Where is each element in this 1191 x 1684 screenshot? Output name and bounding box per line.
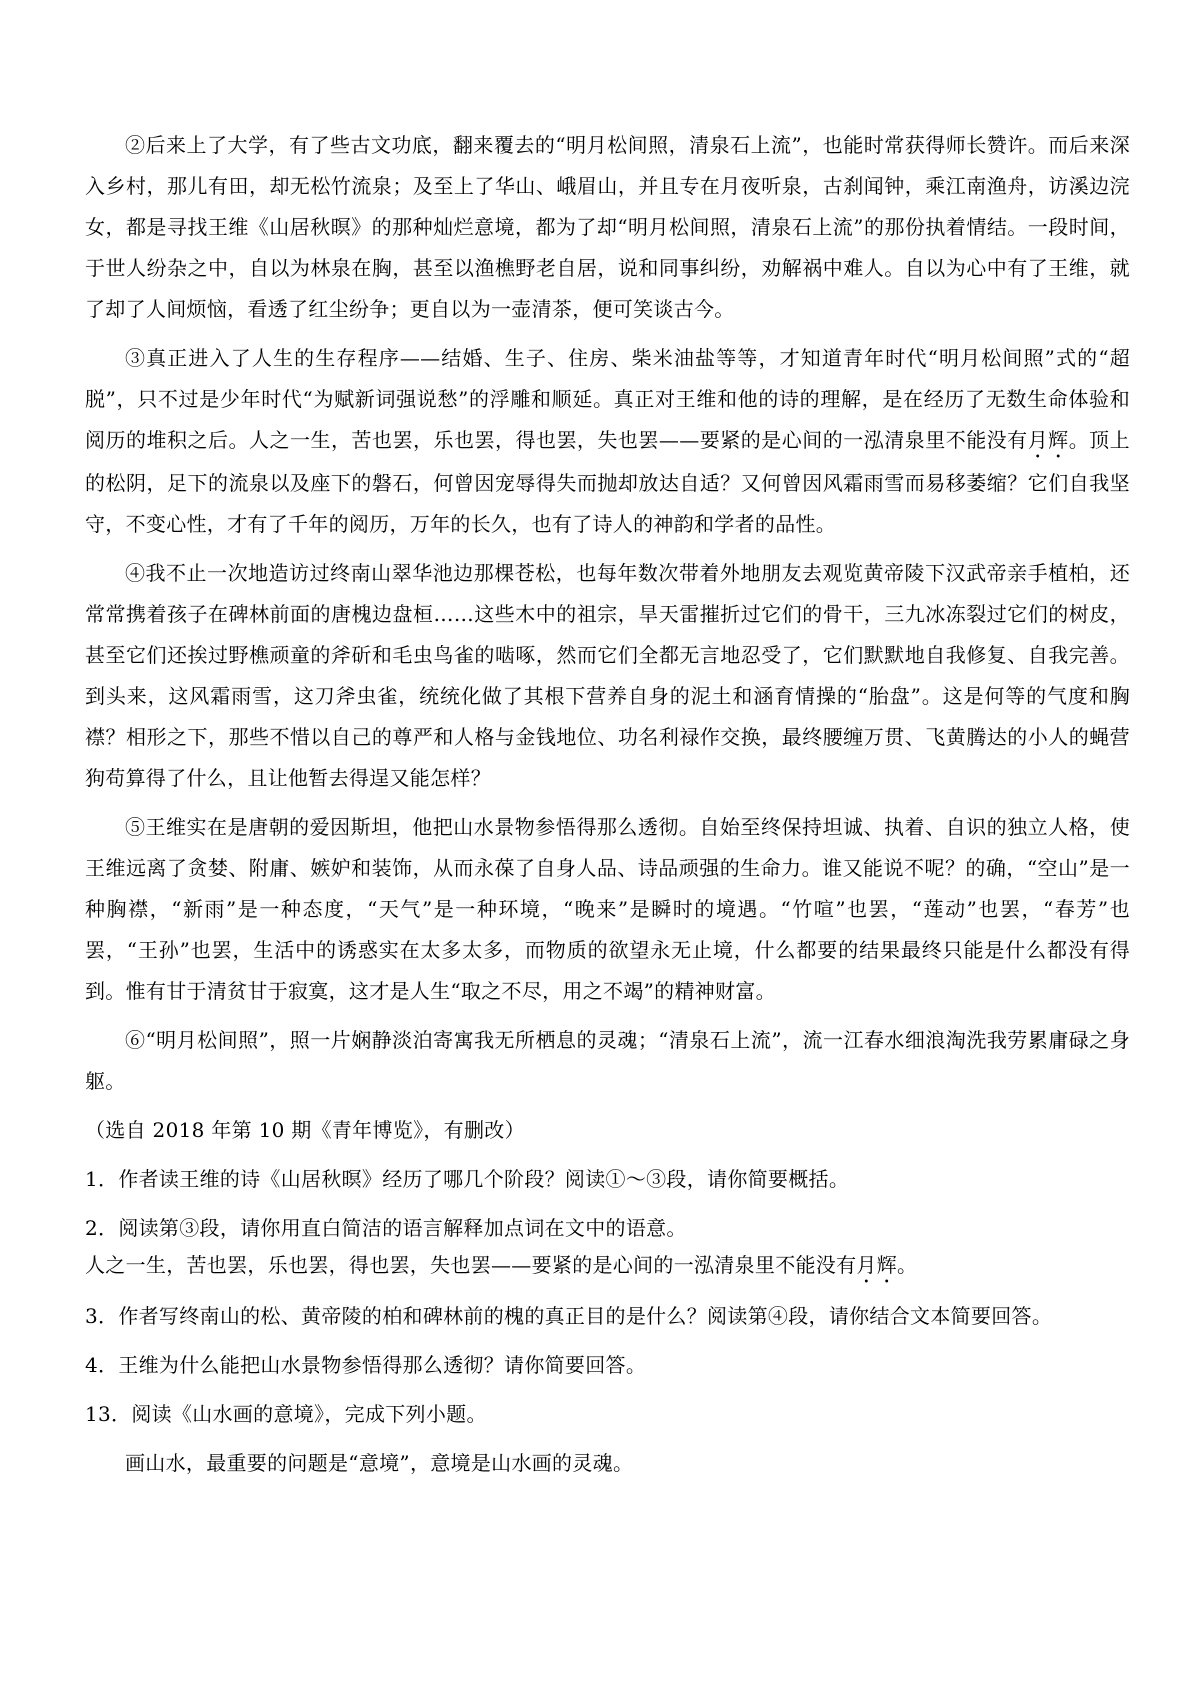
paragraph-2: ②后来上了大学，有了些古文功底，翻来覆去的“明月松间照，清泉石上流”，也能时常获得师长赞许。而后来深入乡村，那儿有田，却无松竹流泉；及至上了华山、峨眉山，并且专在月夜听泉，古刹闻钟，乘江南渔舟，访溪边浣女，都是寻找王维《山居秋暝》的那种灿烂意境，都为了却“明月松间照，清泉石上流”的那份执着情结。一段时间，于世人纷杂之中，自以为林泉在胸，甚至以渔樵野老自居，说和同事纠纷，劝解祸中难人。自以为心中有了王维，就了却了人间烦恼，看透了红尘纷争；更自以为一壶清茶，便可笑谈古今。 <box>85 133 1130 321</box>
emphasized-word: 月辉 <box>1027 428 1069 452</box>
question-1: 1．作者读王维的诗《山居秋暝》经历了哪几个阶段？阅读①～③段，请你简要概括。 <box>85 1167 850 1191</box>
question-2-quote-after: 。 <box>897 1253 918 1277</box>
question-2-quote <box>85 1245 1130 1288</box>
passage-first-line: 画山水，最重要的问题是“意境”，意境是山水画的灵魂。 <box>125 1451 634 1475</box>
question-2: 2．阅读第③段，请你用直白简洁的语言解释加点词在文中的语意。 <box>85 1216 687 1240</box>
document-page <box>85 125 1130 1492</box>
question-2-quote-before: 人之一生，苦也罢，乐也罢，得也罢，失也罢——要紧的是心间的一泓清泉里不能没有 <box>85 1253 857 1277</box>
paragraph-6: ⑥“明月松间照”，照一片娴静淡泊寄寓我无所栖息的灵魂；“清泉石上流”，流一江春水细浪淘洗我劳累庸碌之身躯。 <box>85 1028 1130 1093</box>
source-note: （选自 2018 年第 10 期《青年博览》，有删改） <box>85 1118 525 1142</box>
question-4: 4．王维为什么能把山水景物参悟得那么透彻？请你简要回答。 <box>85 1353 647 1377</box>
paragraph-4: ④我不止一次地造访过终南山翠华池边那棵苍松，也每年数次带着外地朋友去观览黄帝陵下汉武帝亲手植柏，还常常携着孩子在碑林前面的唐槐边盘桓……这些木中的祖宗，旱天雷摧折过它们的骨干，三九冰冻裂过它们的树皮，甚至它们还挨过野樵顽童的斧斫和毛虫鸟雀的啮啄，然而它们全都无言地忍受了，它们默默地自我修复、自我完善。到头来，这风霜雨雪，这刀斧虫雀，统统化做了其根下营养自身的泥土和涵育情操的“胎盘”。这是何等的气度和胸襟？相形之下，那些不惜以自己的尊严和人格与金钱地位、功名利禄作交换，最终腰缠万贯、飞黄腾达的小人的蝇营狗苟算得了什么，且让他暂去得逞又能怎样？ <box>85 561 1130 790</box>
question-3: 3．作者写终南山的松、黄帝陵的柏和碑林前的槐的真正目的是什么？阅读第④段，请你结合文本简要回答。 <box>85 1304 1053 1328</box>
paragraph-3-text-after: 。顶上的松阴，足下的流泉以及座下的磐石，何曾因宠辱得失而抛却放达自适？又何曾因风霜雨雪而易移萎缩？它们自我坚守，不变心性，才有了千年的阅历，万年的长久，也有了诗人的神韵和学者的品性。 <box>85 428 1130 536</box>
paragraph-3 <box>85 338 1130 545</box>
question-2-emphasized-word: 月辉 <box>856 1253 898 1277</box>
paragraph-5: ⑤王维实在是唐朝的爱因斯坦，他把山水景物参悟得那么透彻。自始至终保持坦诚、执着、自识的独立人格，使王维远离了贪婪、附庸、嫉妒和装饰，从而永葆了自身人品、诗品顽强的生命力。谁又能说不呢？的确，“空山”是一种胸襟，“新雨”是一种态度，“天气”是一种环境，“晚来”是瞬时的境遇。“竹喧”也罢，“莲动”也罢，“春芳”也罢，“王孙”也罢，生活中的诱惑实在太多太多，而物质的欲望永无止境，什么都要的结果最终只能是什么都没有得到。惟有甘于清贫甘于寂寞，这才是人生“取之不尽，用之不竭”的精神财富。 <box>85 815 1130 1003</box>
question-13-title: 13．阅读《山水画的意境》，完成下列小题。 <box>85 1402 487 1426</box>
paragraph-3-text-before: ③真正进入了人生的生存程序——结婚、生子、住房、柴米油盐等等，才知道青年时代“明月松间照”式的“超脱”，只不过是少年时代“为赋新词强说愁”的浮雕和顺延。真正对王维和他的诗的理解，是在经历了无数生命体验和阅历的堆积之后。人之一生，苦也罢，乐也罢，得也罢，失也罢——要紧的是心间的一泓清泉里不能没有 <box>85 346 1130 452</box>
